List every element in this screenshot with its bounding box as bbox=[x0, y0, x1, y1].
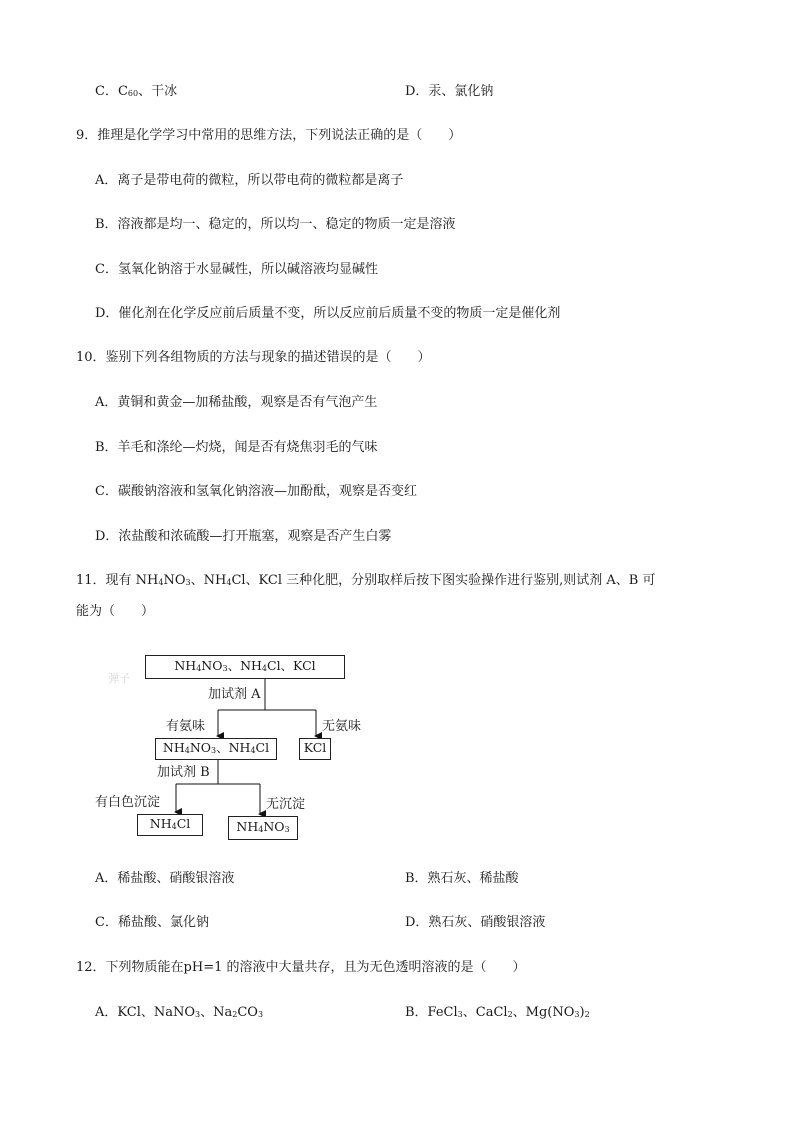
q11-option-c: C．稀盐酸、氯化钠 bbox=[95, 915, 209, 930]
q11-stem-line1: 11．现有 $NH_4NO_3$、$NH_4Cl$、KCl 三种化肥，分别取样后按下图实验操作进行鉴别,则试剂 A、B 可 bbox=[76, 573, 656, 588]
q11-option-b: B．熟石灰、稀盐酸 bbox=[405, 871, 519, 886]
q10-option-a: A．黄铜和黄金—加稀盐酸，观察是否有气泡产生 bbox=[95, 395, 378, 410]
q8-option-d: D．汞、氯化钠 bbox=[405, 84, 494, 99]
q11-stem-line2: 能为（ ） bbox=[76, 604, 155, 619]
label-reagent-b: 加试剂 B bbox=[157, 765, 210, 780]
flow-box-all-fertilizers: $NH_4NO_3$、$NH_4Cl$、KCl bbox=[145, 655, 345, 679]
flow-box-nh4no3: $NH_4NO_3$ bbox=[228, 816, 298, 840]
label-has-ammonia: 有氨味 bbox=[166, 719, 206, 734]
flow-box-nh4cl: $NH_4Cl$ bbox=[137, 814, 203, 836]
q10-option-c: C．碳酸钠溶液和氢氧化钠溶液—加酚酞，观察是否变红 bbox=[95, 484, 417, 499]
watermark-text: 弹子 bbox=[108, 672, 130, 685]
q10-stem: 10．鉴别下列各组物质的方法与现象的描述错误的是（ ） bbox=[76, 350, 431, 365]
label-white-precipitate: 有白色沉淀 bbox=[95, 795, 161, 810]
q12-option-a: A．KCl、NaNO$_3$、$Na_2CO_3$ bbox=[95, 1005, 264, 1020]
label-reagent-a: 加试剂 A bbox=[208, 687, 261, 702]
q9-stem: 9．推理是化学学习中常用的思维方法，下列说法正确的是（ ） bbox=[76, 128, 462, 143]
q12-option-b: B．FeCl$_3$、CaCl$_2$、$Mg(NO_3)_2$ bbox=[405, 1005, 590, 1020]
q10-option-d: D．浓盐酸和浓硫酸—打开瓶塞，观察是否产生白雾 bbox=[95, 529, 392, 544]
q11-option-d: D．熟石灰、硝酸银溶液 bbox=[405, 915, 546, 930]
label-no-precipitate: 无沉淀 bbox=[266, 797, 306, 812]
q9-option-d: D．催化剂在化学反应前后质量不变，所以反应前后质量不变的物质一定是催化剂 bbox=[95, 306, 561, 321]
q9-option-b: B．溶液都是均一、稳定的，所以均一、稳定的物质一定是溶液 bbox=[95, 217, 456, 232]
q9-option-a: A．离子是带电荷的微粒，所以带电荷的微粒都是离子 bbox=[95, 173, 404, 188]
q10-option-b: B．羊毛和涤纶—灼烧，闻是否有烧焦羽毛的气味 bbox=[95, 440, 378, 455]
label-no-ammonia: 无氨味 bbox=[322, 719, 362, 734]
q8-option-c: C．$C_{60}$、干冰 bbox=[95, 84, 178, 99]
flow-box-kcl: KCl bbox=[299, 738, 331, 760]
q9-option-c: C．氢氧化钠溶于水显碱性，所以碱溶液均显碱性 bbox=[95, 262, 378, 277]
q12-stem: 12．下列物质能在pH=1 的溶液中大量共存，且为无色透明溶液的是（ ） bbox=[76, 960, 526, 975]
q11-option-a: A．稀盐酸、硝酸银溶液 bbox=[95, 871, 235, 886]
flow-box-ammonium-salts: $NH_4NO_3$、$NH_4Cl$ bbox=[155, 738, 277, 760]
